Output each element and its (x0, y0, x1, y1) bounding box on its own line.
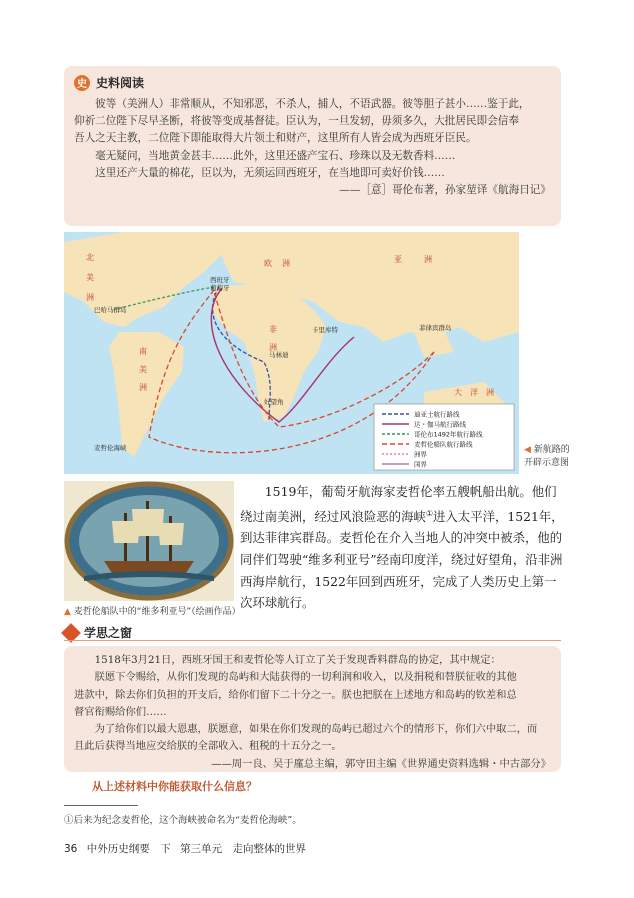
source-line: 仰祈二位陛下尽早圣断，将彼等变成基督徒。臣认为，一旦发轫，毋须多久，大批居民即会信奉 (74, 115, 519, 128)
legend-label: 达・伽马航行路线 (414, 420, 466, 429)
map-label-europe-2: 洲 (282, 259, 290, 268)
legend-label: 国界 (414, 460, 427, 469)
window-line: 督官衔赐给你们…… (74, 705, 167, 718)
footnote: ①后来为纪念麦哲伦，这个海峡被命名为“麦哲伦海峡”。 (64, 815, 302, 826)
window-text (74, 652, 551, 773)
map-legend (374, 404, 514, 470)
source-line: 彼等（美洲人）非常顺从，不知邪恶，不杀人，捕人，不语武器。彼等胆子甚小……鉴于此， (74, 98, 530, 110)
question-text: 从上述材料中你能获取什么信息？ (92, 780, 257, 793)
map-label-philippines: 菲律宾群岛 (419, 324, 452, 332)
map-label-africa-1: 非 (269, 325, 277, 334)
source-reading-title: 史料阅读 (96, 76, 145, 90)
source-line: 毫无疑问，当地黄金甚丰……此外，这里还盛产宝石、珍珠以及无数香料…… (74, 149, 456, 162)
map-caption: ◀ 新航路的开辟示意图 (524, 445, 570, 468)
map-label-portugal: 葡萄牙 (210, 284, 230, 292)
body-paragraph: 1519年，葡萄牙航海家麦哲伦率五艘帆船出航。他们绕过南美洲，经过风浪险恶的海峡①进入太平洋，1521年，到达菲律宾群岛。麦哲伦在介入当地人的冲突中被杀，他的同伴们驾驶“维多利亚号”经南印度洋，绕过好望角，沿非洲西海岸航行，1522年回到西班牙，完成了人类历史上第一次环球航行。 (240, 484, 564, 611)
map-label-oceania-2: 洋 (470, 388, 478, 397)
legend-label: 洲界 (414, 450, 427, 459)
map-label-oceania-1: 大 (454, 388, 462, 397)
source-citation: ——［意］哥伦布著，孙家堃译《航海日记》 (339, 184, 551, 197)
map-label-asia-1: 亚 (394, 255, 402, 264)
legend-label: 哥伦布1492年航行路线 (414, 430, 483, 439)
painting-caption: ▲ 麦哲伦船队中的“维多利亚号”（绘画作品） (64, 607, 241, 617)
book-icon: 史 (74, 75, 90, 91)
map-label-strait: 麦哲伦海峡 (94, 444, 127, 452)
source-reading-box (64, 66, 561, 226)
window-line: 为了给你们以最大恩惠，朕愿意，如果在你们发现的岛屿已超过六个的情形下，你们六中取二，而 (74, 723, 538, 736)
legend-label: 迪亚士航行路线 (414, 410, 460, 419)
caption-arrow-icon: ◀ (524, 445, 534, 455)
book-title: 中外历史纲要 下 (86, 843, 171, 855)
window-line: 进款中，除去你们负担的开支后，给你们留下二十分之一。朕也把朕在上述地方和岛屿的钦差和总 (74, 688, 517, 701)
map-label-north-america-2: 美 (86, 273, 94, 282)
map-label-oceania-3: 洲 (486, 388, 494, 397)
footnote-ref: ① (425, 508, 434, 518)
page-footer (64, 841, 312, 856)
window-header (64, 624, 132, 641)
map-label-south-america-2: 美 (139, 365, 147, 374)
map-label-bahamas: 巴哈马群岛 (94, 306, 127, 314)
window-line: 且此后获得当地应交给朕的全部收入、租税的十五分之一。 (74, 740, 342, 753)
source-line: 这里还产大量的棉花，臣以为，无须运回西班牙，在当地即可卖好价钱…… (74, 166, 445, 179)
window-title: 学思之窗 (84, 626, 133, 640)
map-label-malindi: 马林迪 (269, 351, 289, 359)
window-divider (64, 640, 561, 641)
page-number: 36 (64, 843, 78, 855)
new-routes-map (64, 232, 519, 474)
map-label-europe-1: 欧 (264, 259, 272, 268)
map-label-north-america-3: 洲 (86, 293, 94, 302)
window-citation: ——周一良、吴于廑总主编，郭守田主编《世界通史资料选辑・中古部分》 (211, 757, 551, 770)
map-label-calicut: 卡里库特 (312, 326, 338, 334)
map-label-asia-2: 洲 (424, 255, 432, 264)
window-line: 朕愿下令赐给，从你们发现的岛屿和大陆获得的一切利润和收入，以及捐税和替朕征收的其他 (74, 671, 517, 684)
victoria-ship-painting (64, 481, 234, 601)
footnote-divider (64, 805, 138, 806)
source-reading-header (74, 74, 144, 91)
map-label-spain: 西班牙 (210, 276, 230, 284)
source-line: 吾人之天主教，二位陛下即能取得大片领土和财产，这里所有人皆会成为西班牙臣民。 (74, 132, 477, 145)
unit-title: 第三单元 走向整体的世界 (180, 843, 307, 855)
map-label-africa-2: 洲 (269, 343, 277, 352)
caption-arrow-icon: ▲ (64, 607, 74, 617)
source-reading-text (74, 96, 551, 199)
map-label-north-america-1: 北 (86, 253, 94, 262)
legend-label: 麦哲伦船队航行路线 (414, 440, 473, 449)
window-line: 1518年3月21日，西班牙国王和麦哲伦等人订立了关于发现香料群岛的协定，其中规定： (74, 654, 501, 666)
map-label-south-america-1: 南 (139, 347, 147, 356)
map-label-cape: 好望角 (264, 398, 284, 406)
window-box (64, 646, 561, 772)
map-label-south-america-3: 洲 (139, 383, 147, 392)
